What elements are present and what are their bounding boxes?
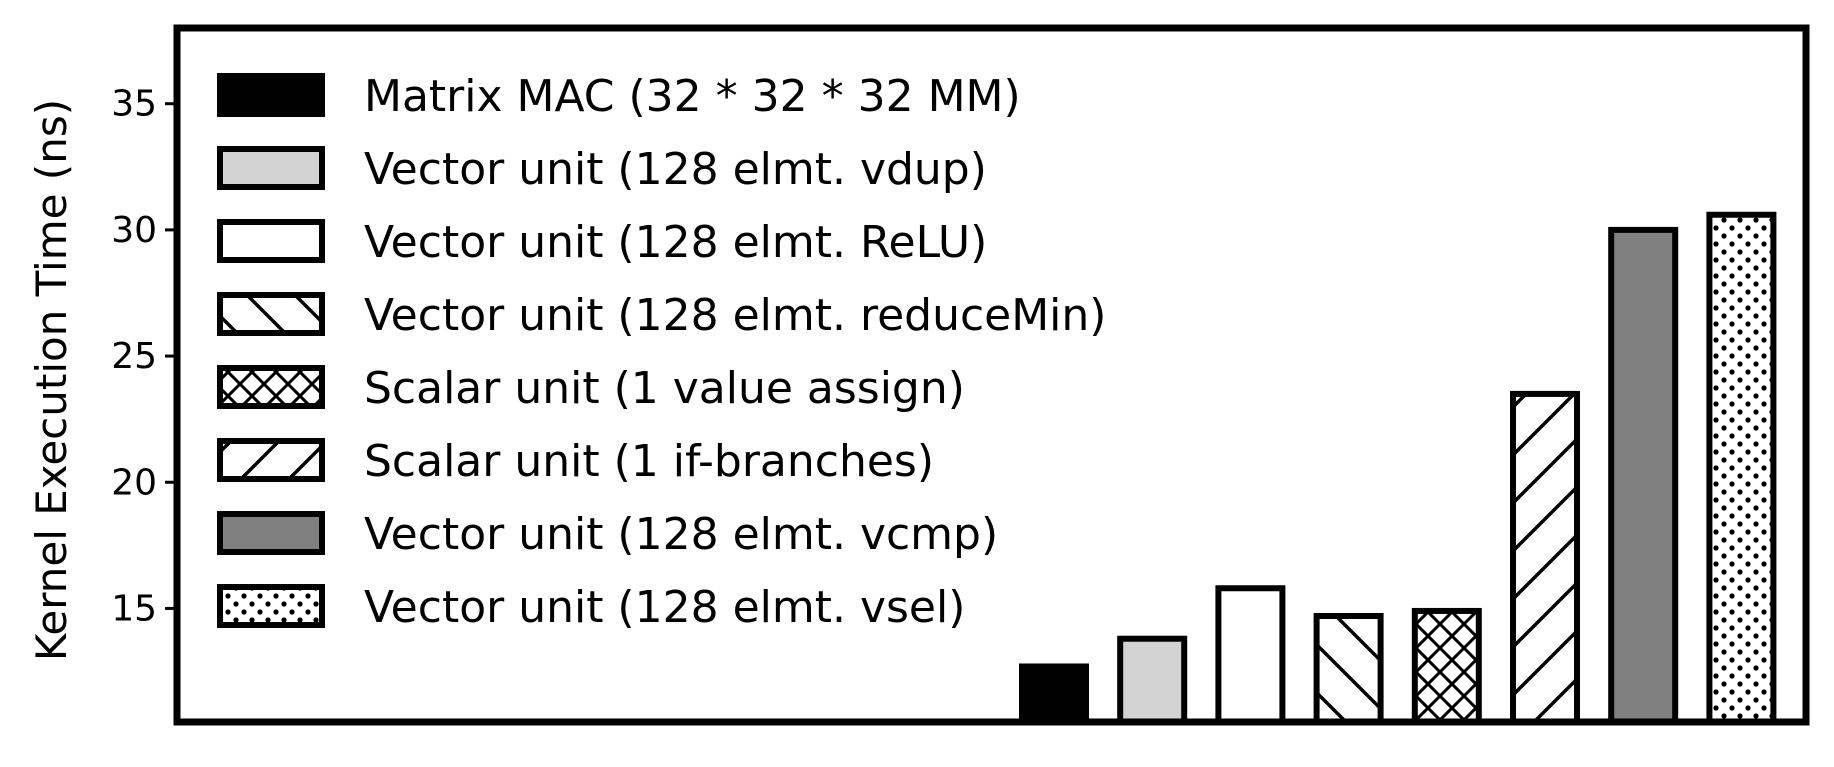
legend-swatch <box>220 149 322 187</box>
legend-swatch <box>220 441 322 479</box>
legend-label: Vector unit (128 elmt. ReLU) <box>364 217 988 268</box>
legend-swatch <box>220 368 322 406</box>
bar <box>1218 588 1282 722</box>
legend-swatch <box>220 514 322 552</box>
bar <box>1513 394 1577 722</box>
bar <box>1611 230 1675 722</box>
bar <box>1120 639 1184 722</box>
bar <box>1709 215 1773 722</box>
y-tick-label: 30 <box>111 209 157 251</box>
y-tick-label: 35 <box>111 83 157 125</box>
legend-swatch <box>220 587 322 625</box>
bar <box>1415 611 1479 722</box>
legend-label: Vector unit (128 elmt. vdup) <box>364 144 987 195</box>
legend-label: Vector unit (128 elmt. vsel) <box>364 582 966 633</box>
y-tick-label: 20 <box>111 462 157 504</box>
bar <box>1022 666 1086 722</box>
y-tick-label: 15 <box>111 588 157 630</box>
legend-label: Vector unit (128 elmt. reduceMin) <box>364 290 1107 341</box>
legend-label: Scalar unit (1 if-branches) <box>364 436 935 487</box>
legend <box>220 71 1106 633</box>
y-tick-label: 25 <box>111 336 157 378</box>
bars-layer <box>1022 215 1773 722</box>
legend-label: Vector unit (128 elmt. vcmp) <box>364 509 999 560</box>
legend-label: Matrix MAC (32 * 32 * 32 MM) <box>364 71 1021 122</box>
y-axis-title: Kernel Execution Time (ns) <box>27 98 76 662</box>
legend-swatch <box>220 222 322 260</box>
legend-swatch <box>220 76 322 114</box>
legend-swatch <box>220 295 322 333</box>
bar <box>1317 616 1381 722</box>
legend-label: Scalar unit (1 value assign) <box>364 363 965 414</box>
y-axis <box>111 84 177 630</box>
